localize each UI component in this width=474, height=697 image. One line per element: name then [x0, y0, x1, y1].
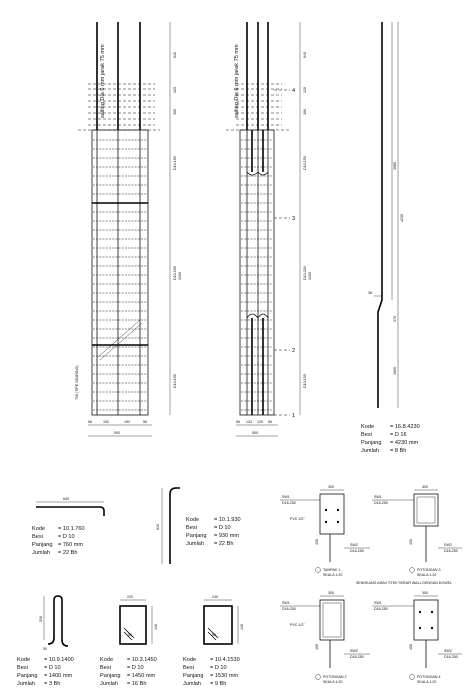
section-4-scale: SKALA 1:20 [417, 680, 437, 684]
main-bar-len-3085: 3085 [393, 162, 397, 170]
section-3-dim-height: 400 [315, 644, 319, 650]
main-bar-spec-label-2: Panjang [361, 440, 382, 446]
column-b-elevation [226, 22, 312, 436]
bar-91400-dim-50: 50 [43, 647, 47, 651]
bar-31450-value-2: = 1450 mm [127, 673, 156, 679]
section-4-rebar-dot [419, 611, 421, 613]
section-4-dim-height: 400 [409, 644, 413, 650]
column-b-marker-2: 2 [292, 348, 296, 354]
column-a-bdim-0: 56 [88, 420, 92, 424]
section-2-dim-height: 400 [409, 539, 413, 545]
bar-1930-value-3: = 22 Bh [214, 541, 234, 547]
section-3-pvc: PVC 1/2" [290, 623, 305, 627]
column-a-dim-120: 120 [173, 87, 177, 93]
bar-31450-label-1: Besi [100, 665, 111, 671]
section-3-sw1: SW1 [282, 601, 290, 605]
section-2-title: POTONGAN 3 [417, 568, 441, 572]
column-a-elevation [75, 22, 182, 436]
column-b-marker-3: 3 [292, 216, 296, 222]
column-a-dim-total: 3100 [178, 272, 182, 280]
bar-1760-value-0: = 10.1.760 [58, 526, 85, 532]
column-b-marker-1: 1 [292, 413, 296, 419]
section-3-sw2-bar: D16-250 [350, 655, 364, 659]
main-bar-spec-value-3: = 8 Bh [390, 448, 407, 454]
bar-1760-label-3: Jumlah [32, 550, 51, 556]
column-b-dim-d10-200: D10-200 [303, 266, 307, 280]
bar-10-4-1530 [183, 595, 244, 687]
bar-41530-value-3: = 9 Bh [210, 681, 227, 687]
column-b-dim-640: 640 [303, 52, 307, 58]
bar-91400-value-3: = 3 Bh [44, 681, 61, 687]
bar-41530-dim-440: 440 [240, 624, 244, 630]
section-2-sw1: SW1 [374, 495, 382, 499]
bar-1760-label-0: Kode [32, 526, 46, 532]
bar-31450-value-0: = 10.3.1450 [127, 657, 157, 663]
bar-91400-value-2: = 1400 mm [44, 673, 73, 679]
column-a-dim-d10-200: D10-200 [173, 266, 177, 280]
section-3-scale: SKALA 1:20 [323, 680, 343, 684]
section-3-sw2: SW2 [350, 649, 358, 653]
bar-1930-label-2: Panjang [186, 533, 207, 539]
main-bar-bend: 36 [368, 291, 372, 295]
bar-31450-dim-440: 440 [154, 624, 158, 630]
bar-10-3-1450 [100, 595, 158, 687]
bar-1760-value-2: = 760 mm [58, 542, 84, 548]
column-a-dim-d10-150-bot: D10-150 [173, 374, 177, 388]
main-bar-len-1000: 1000 [393, 367, 397, 375]
column-a-splice-note: sailing Dia 6 mm jarak 75 mm [100, 44, 106, 118]
bar-91400-label-1: Besi [17, 665, 28, 671]
bar-91400-label-0: Kode [17, 657, 31, 663]
main-bar-spec-label-1: Besi [361, 432, 372, 438]
section-tampak-1 [280, 485, 370, 577]
section-4-sw2: SW2 [444, 649, 452, 653]
main-bar-spec-value-1: = D 16 [390, 432, 407, 438]
bar-41530-dim-50: 50 [212, 633, 216, 637]
column-a-bdim-1: 192 [103, 420, 109, 424]
section-4-dim-width: 300 [422, 591, 428, 595]
bar-41530-value-1: = D 10 [210, 665, 227, 671]
section-4-sw2-bar: D16-250 [444, 655, 458, 659]
section-potongan-2 [280, 591, 370, 684]
main-bar-spec-label-0: Kode [361, 424, 375, 430]
bar-1760-dim: 640 [63, 497, 69, 501]
bar-1760-value-3: = 22 Bh [58, 550, 78, 556]
bar-10-1-760 [32, 497, 104, 556]
column-b-splice-note: sailing Dia 6 mm jarak 75 mm [234, 44, 240, 118]
section-potongan-4 [372, 591, 462, 684]
section-potongan-3 [372, 485, 462, 577]
bar-41530-label-3: Jumlah [183, 681, 202, 687]
section-4-sw1-bar: D16-250 [374, 607, 388, 611]
bar-91400-label-2: Panjang [17, 673, 38, 679]
bar-1930-dim: 810 [156, 524, 160, 530]
bar-91400-label-3: Jumlah [17, 681, 36, 687]
bar-31450-label-0: Kode [100, 657, 114, 663]
bar-41530-value-0: = 10.4.1530 [210, 657, 240, 663]
section-1-rebar-dot [337, 521, 339, 523]
bar-41530-label-0: Kode [183, 657, 197, 663]
bar-10-9-1400 [17, 596, 74, 687]
column-b-width: 500 [252, 431, 258, 435]
section-3-title: POTONGAN 2 [323, 675, 347, 679]
section-2-sw1-bar: D16-250 [374, 501, 388, 505]
bar-31450-dim-220: 220 [127, 595, 133, 599]
column-a-embed-note: 700 (TIPE SEARING) [75, 365, 79, 400]
section-2-sw2: SW2 [444, 543, 452, 547]
section-1-sw1: SW1 [282, 495, 290, 499]
main-bar-spec-value-0: = 16.8.4230 [390, 424, 420, 430]
section-4-title: POTONGAN 4 [417, 675, 441, 679]
column-b-bdim-1: 133 [246, 420, 252, 424]
column-a-bdim-3: 56 [143, 420, 147, 424]
section-1-sw1-bar: D16-250 [282, 501, 296, 505]
main-bar-len-4230: 4230 [400, 214, 404, 222]
bar-1930-value-0: = 10.1.930 [214, 517, 241, 523]
bar-1760-value-1: = D 10 [58, 534, 75, 540]
section-3-dim-width: 300 [328, 591, 334, 595]
section-1-dim-height: 400 [315, 539, 319, 545]
column-b-bdim-2: 125 [257, 420, 263, 424]
bar-1930-value-2: = 930 mm [214, 533, 240, 539]
section-4-sw1: SW1 [374, 601, 382, 605]
column-a-bdim-2: 192 [124, 420, 130, 424]
section-1-sw2-bar: D16-250 [350, 549, 364, 553]
section-1-rebar-dot [325, 509, 327, 511]
bar-91400-value-1: = D 10 [44, 665, 61, 671]
column-b-dim-total: 3100 [308, 272, 312, 280]
column-a-dim-d10-150-top: D10-150 [173, 156, 177, 170]
main-bar-len-370: 370 [393, 316, 397, 322]
section-4-rebar-dot [431, 627, 433, 629]
main-bar-detail [361, 22, 420, 454]
bar-31450-label-2: Panjang [100, 673, 121, 679]
main-bar-spec-label-3: Jumlah [361, 448, 380, 454]
section-2-scale: SKALA 1:20 [417, 573, 437, 577]
bar-41530-label-1: Besi [183, 665, 194, 671]
section-1-rebar-dot [337, 509, 339, 511]
column-b-bdim-0: 56 [236, 420, 240, 424]
bar-1760-label-1: Besi [32, 534, 43, 540]
bar-31450-label-3: Jumlah [100, 681, 119, 687]
column-b-dim-d10-150-bot: D10-150 [303, 374, 307, 388]
column-b-bdim-3: 56 [268, 420, 272, 424]
column-b-marker-4: 4 [292, 88, 296, 94]
bar-1930-label-3: Jumlah [186, 541, 205, 547]
column-b-dim-300: 300 [303, 109, 307, 115]
section-4-rebar-dot [431, 611, 433, 613]
section-1-dim-width: 300 [328, 485, 334, 489]
bar-1930-label-1: Besi [186, 525, 197, 531]
section-1-pvc: PVC 1/2" [290, 517, 305, 521]
bar-10-1-930 [156, 488, 241, 564]
bar-31450-dim-50: 50 [128, 633, 132, 637]
section-2-dim-width: 400 [422, 485, 428, 489]
section-1-title: TAMPAK 1 [323, 568, 341, 572]
column-b-dim-120: 120 [303, 87, 307, 93]
column-b-dim-d10-150-top: D10-150 [303, 156, 307, 170]
bar-41530-value-2: = 1530 mm [210, 673, 239, 679]
column-a-dim-640: 640 [173, 52, 177, 58]
section-1-scale: SKALA 1:20 [323, 573, 343, 577]
bar-41530-label-2: Panjang [183, 673, 204, 679]
bar-1930-label-0: Kode [186, 517, 200, 523]
section-note: SENGKANG ARAH STEK SHEAR WALL DENGAN DOWEL [356, 581, 452, 585]
main-bar-spec-value-2: = 4230 mm [390, 440, 419, 446]
column-a-dim-300: 300 [173, 109, 177, 115]
section-1-rebar-dot [325, 521, 327, 523]
bar-31450-value-3: = 16 Bh [127, 681, 147, 687]
bar-91400-dim-530: 530 [39, 616, 43, 622]
section-4-rebar-dot [419, 627, 421, 629]
section-2-sw2-bar: D16-250 [444, 549, 458, 553]
bar-41530-dim-240: 240 [212, 595, 218, 599]
section-3-sw1-bar: D16-250 [282, 607, 296, 611]
bar-31450-value-1: = D 10 [127, 665, 144, 671]
bar-1930-value-1: = D 10 [214, 525, 231, 531]
bar-91400-value-0: = 10.9.1400 [44, 657, 74, 663]
column-a-width: 500 [114, 431, 120, 435]
bar-1760-label-2: Panjang [32, 542, 53, 548]
section-1-sw2: SW2 [350, 543, 358, 547]
